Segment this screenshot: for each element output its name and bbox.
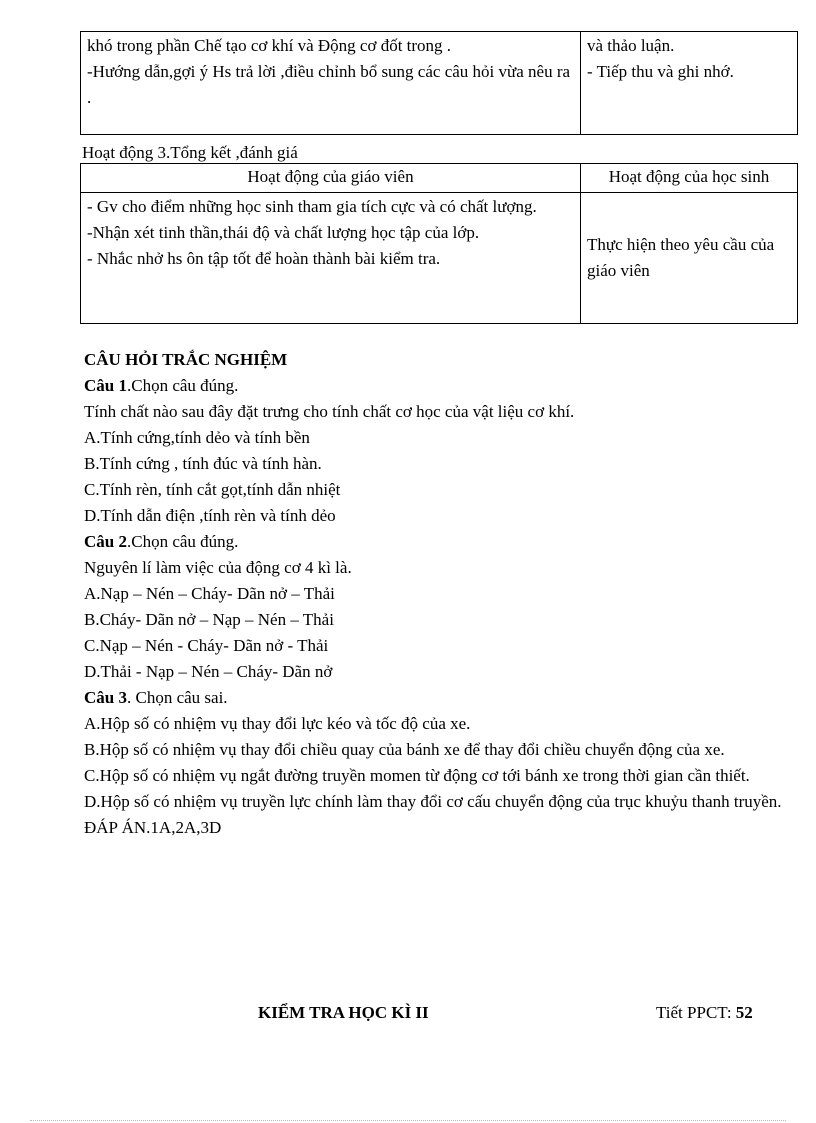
period-label: Tiết PPCT: <box>656 1003 732 1022</box>
text-line: -Nhận xét tinh thần,thái độ và chất lượng học tập của lớp. <box>87 223 480 242</box>
question-3-instruction <box>84 685 784 711</box>
question-instruction: .Chọn câu đúng. <box>126 376 239 395</box>
question-1-stem: Tính chất nào sau đây đặt trưng cho tính chất cơ học của vật liệu cơ khí. <box>84 402 575 421</box>
question-instruction: . Chọn câu sai. <box>126 688 228 707</box>
page-bottom-divider <box>30 1120 786 1121</box>
answer-option: A.Tính cứng,tính dẻo và tính bền <box>84 428 310 447</box>
answer-option: A.Nạp – Nén – Cháy- Dãn nở – Thải <box>84 584 335 603</box>
text-line: - Gv cho điểm những học sinh tham gia tích cực và có chất lượng. <box>87 197 537 216</box>
teacher-column-header: Hoạt động của giáo viên <box>81 164 581 193</box>
answer-option: D.Tính dẫn điện ,tính rèn và tính dẻo <box>84 506 336 525</box>
answer-option: C.Hộp số có nhiệm vụ ngắt đường truyền momen từ động cơ tới bánh xe trong thời gian cần thiết. <box>84 766 750 785</box>
text-line: - Tiếp thu và ghi nhớ. <box>587 62 734 81</box>
period-number: 52 <box>735 1003 753 1022</box>
answer-option: C.Nạp – Nén - Cháy- Dãn nở - Thải <box>84 636 329 655</box>
teacher-activity-cell <box>81 193 581 324</box>
lesson-period <box>656 1000 753 1026</box>
answer-option: C.Tính rèn, tính cắt gọt,tính dẫn nhiệt <box>84 480 341 499</box>
activity-3-heading: Hoạt động 3.Tổng kết ,đánh giá <box>82 143 298 162</box>
student-activity-cell <box>581 193 798 324</box>
quiz-title: CÂU HỎI TRẮC NGHIỆM <box>84 350 288 369</box>
text-line: khó trong phần Chế tạo cơ khí và Động cơ đốt trong . <box>87 36 452 55</box>
text-line: và thảo luận. <box>587 36 675 55</box>
text-line: -Hướng dẫn,gợi ý Hs trả lời ,điều chỉnh bổ sung các câu hỏi vừa nêu ra . <box>87 62 571 107</box>
question-instruction: .Chọn câu đúng. <box>126 532 239 551</box>
text-line: Thực hiện theo yêu cầu của giáo viên <box>587 235 775 280</box>
activity-3-table <box>80 163 798 324</box>
question-1-instruction <box>84 373 784 399</box>
answer-option: D.Hộp số có nhiệm vụ truyền lực chính làm thay đổi cơ cấu chuyển động của trục khuỷu thanh truyền. <box>84 792 782 811</box>
answer-option: D.Thải - Nạp – Nén – Cháy- Dãn nở <box>84 662 333 681</box>
answer-option: B.Cháy- Dãn nở – Nạp – Nén – Thải <box>84 610 334 629</box>
answer-option: B.Tính cứng , tính đúc và tính hàn. <box>84 454 322 473</box>
question-2-instruction <box>84 529 784 555</box>
question-2-stem: Nguyên lí làm việc của động cơ 4 kì là. <box>84 558 352 577</box>
question-label: Câu 1 <box>84 376 127 395</box>
student-column-header: Hoạt động của học sinh <box>581 164 798 193</box>
question-label: Câu 2 <box>84 532 127 551</box>
exam-title: KIỂM TRA HỌC KÌ II <box>258 1003 429 1022</box>
question-label: Câu 3 <box>84 688 127 707</box>
student-activity-cell <box>581 32 798 135</box>
answer-key: ĐÁP ÁN.1A,2A,3D <box>84 818 222 837</box>
answer-option: A.Hộp số có nhiệm vụ thay đổi lực kéo và tốc độ của xe. <box>84 714 471 733</box>
teacher-activity-cell <box>81 32 581 135</box>
text-line: - Nhắc nhở hs ôn tập tốt để hoàn thành bài kiểm tra. <box>87 249 441 268</box>
answer-option: B.Hộp số có nhiệm vụ thay đổi chiều quay của bánh xe để thay đổi chiều chuyển động của xe. <box>84 740 725 759</box>
quiz-section <box>84 347 784 841</box>
activity-table-continued <box>80 31 798 135</box>
